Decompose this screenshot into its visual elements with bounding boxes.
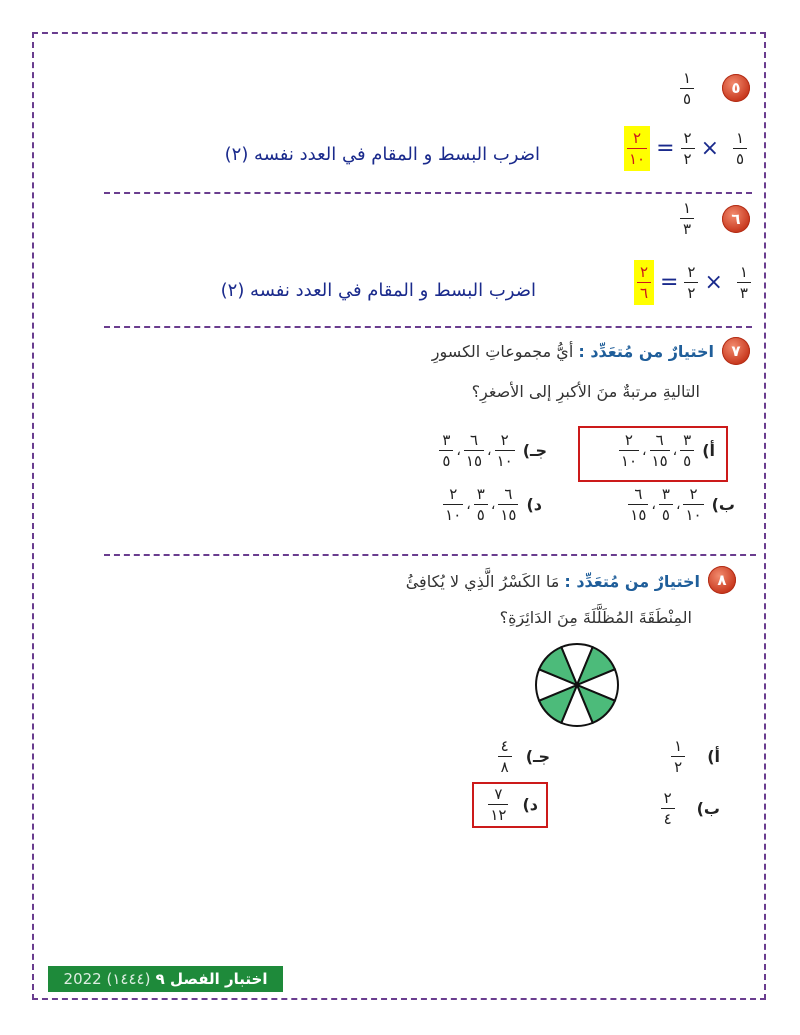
q8-option-c[interactable]: جـ) $\frac{٤}{٨}$	[470, 738, 550, 775]
question-6-note: اضرب البسط و المقام في العدد نفسه (٢)	[220, 280, 536, 301]
q8-option-a[interactable]: أ) $\frac{١}{٢}$	[640, 738, 720, 775]
q7-option-c[interactable]: جـ) $\frac{٢}{١٠}$ ، $\frac{٦}{١٥}$ ، $\frac{٣}{٥}$	[392, 432, 547, 469]
question-6-work: $\frac{٢}{٦}$ = $\frac{٢}{٢}$ × $\frac{١}{٣}$	[634, 260, 751, 305]
q8-option-d[interactable]: د) $\frac{٧}{١٢}$	[490, 785, 538, 824]
q7-option-d[interactable]: د) $\frac{٦}{١٥}$ ، $\frac{٣}{٥}$ ، $\frac{٢}{١٠}$	[445, 485, 542, 524]
divider	[104, 554, 756, 556]
q7-option-a[interactable]: أ) $\frac{٣}{٥}$ ، $\frac{٦}{١٥}$ ، $\frac{٢}{١٠}$	[620, 431, 715, 470]
question-8-line2: المِنْطَقَةَ المُظَلَّلَةَ مِنَ الدَائِرَةِ؟	[499, 608, 692, 627]
question-5-badge: ٥	[722, 74, 750, 102]
question-8-badge: ٨	[708, 566, 736, 594]
q5-result-fraction: $\frac{٢}{١٠}$	[624, 126, 650, 171]
question-6-answer: $\frac{١}{٣}$	[680, 200, 694, 237]
question-6-badge: ٦	[722, 205, 750, 233]
divider	[104, 326, 752, 328]
question-7-badge: ٧	[722, 337, 750, 365]
question-5-work: $\frac{٢}{١٠}$ = $\frac{٢}{٢}$ × $\frac{١}{٥}$	[624, 126, 747, 171]
q7-option-b[interactable]: ب) $\frac{٢}{١٠}$ ، $\frac{٣}{٥}$ ، $\frac{٦}{١٥}$	[630, 485, 735, 524]
chapter-test-footer: اختبار الفصل ٩ (١٤٤٤) 2022	[48, 966, 283, 992]
shaded-circle-diagram	[532, 640, 622, 730]
q6-result-fraction: $\frac{٢}{٦}$	[634, 260, 654, 305]
question-8-line1: اختيارٌ من مُتعَدِّد : مَا الكَسْرُ الَّذِي لا يُكافِئُ	[405, 572, 700, 591]
question-7-line1: اختيارٌ من مُتعَدِّد : أيُّ مجموعاتِ الكسورِ	[431, 342, 714, 361]
divider	[104, 192, 752, 194]
question-7-line2: التاليةِ مرتبةٌ منَ الأكبرِ إلى الأصغرِ؟	[471, 382, 700, 401]
question-5-note: اضرب البسط و المقام في العدد نفسه (٢)	[224, 144, 540, 165]
q8-option-b[interactable]: ب) $\frac{٢}{٤}$	[640, 790, 720, 827]
question-5-answer: $\frac{١}{٥}$	[680, 70, 694, 107]
